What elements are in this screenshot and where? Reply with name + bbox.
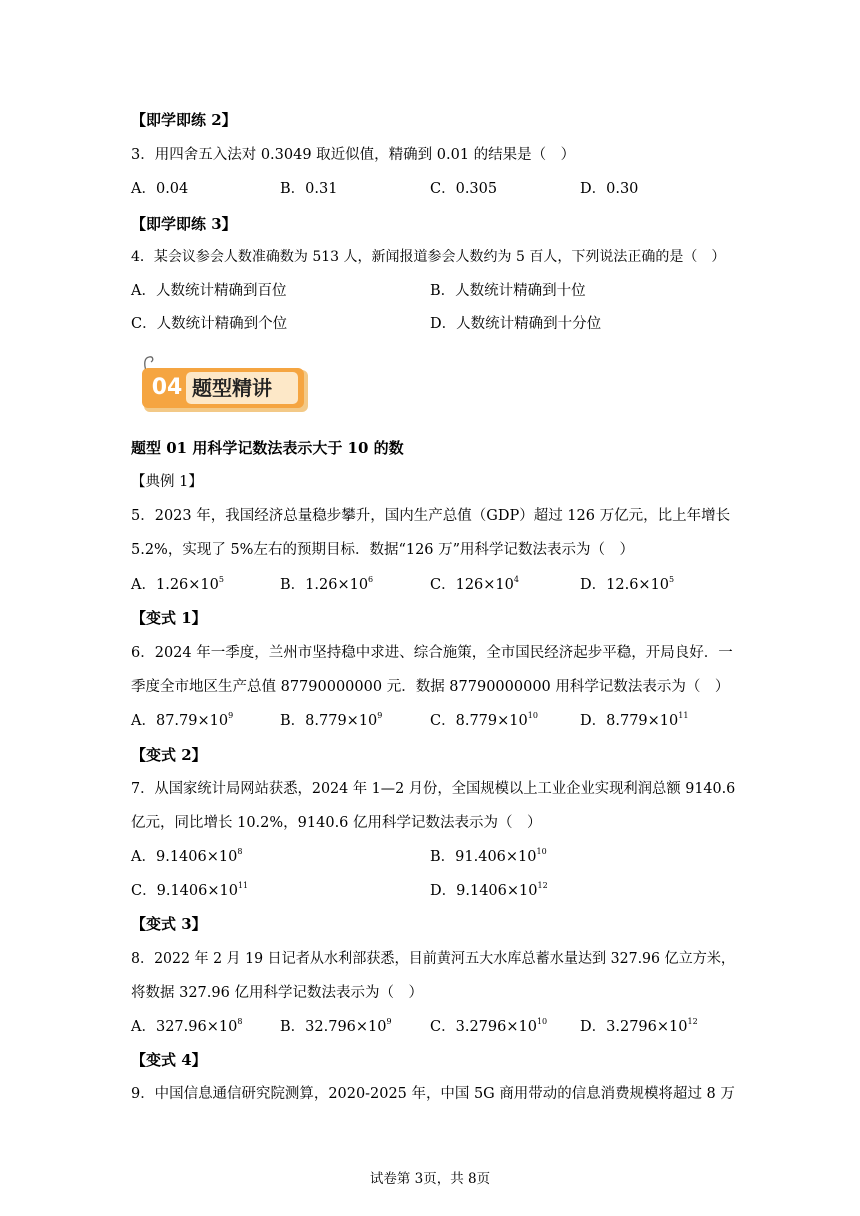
section-example-1: 【典例 1】	[131, 474, 203, 490]
question-5-line-1: 5．2023 年，我国经济总量稳步攀升，国内生产总值（GDP）超过 126 万亿元，比上年增长	[131, 508, 731, 524]
q5-option-c: C．$126\times 10^4$	[430, 575, 519, 593]
q6-option-b: B．$8.779\times 10^9$	[280, 711, 383, 729]
q3-option-a: A．0.04	[131, 181, 189, 197]
question-6-line-2: 季度全市地区生产总值 87790000000 元．数据 87790000000 用科学记数法表示为（ ）	[131, 679, 730, 695]
q3-option-c: C．0.305	[430, 181, 498, 197]
section-practice-2: 【即学即练 2】	[131, 111, 237, 129]
q7-option-d: D．$9.1406\times 10^{12}$	[430, 881, 548, 899]
q3-option-b: B．0.31	[280, 181, 338, 197]
question-7-line-2: 亿元，同比增长 10.2%，9140.6 亿用科学记数法表示为（ ）	[131, 815, 542, 831]
q7-option-a: A．$9.1406\times 10^8$	[131, 847, 243, 865]
question-6-line-1: 6．2024 年一季度，兰州市坚持稳中求进、综合施策，全市国民经济起步平稳，开局良好．一	[131, 645, 733, 661]
q7-option-c: C．$9.1406\times 10^{11}$	[131, 881, 249, 899]
section-variant-3: 【变式 3】	[131, 915, 207, 933]
section-variant-4: 【变式 4】	[131, 1051, 207, 1069]
q7-option-b: B．$91.406\times 10^{10}$	[430, 847, 547, 865]
section-variant-1: 【变式 1】	[131, 609, 207, 627]
q5-option-b: B．$1.26\times 10^6$	[280, 575, 374, 593]
section-banner	[140, 354, 308, 414]
q6-option-a: A．$87.79\times 10^9$	[131, 711, 234, 729]
section-practice-3: 【即学即练 3】	[131, 215, 237, 233]
banner-number: 04	[151, 375, 183, 400]
page-footer: 试卷第 3页，共 8页	[369, 1171, 491, 1187]
q4-option-b: B．人数统计精确到十位	[430, 283, 586, 299]
q8-option-a: A．$327.96\times 10^8$	[131, 1017, 243, 1035]
section-type-01-title: 题型 01 用科学记数法表示大于 10 的数	[131, 439, 404, 457]
q8-option-d: D．$3.2796\times 10^{12}$	[580, 1017, 698, 1035]
q8-option-b: B．$32.796\times 10^9$	[280, 1017, 392, 1035]
q3-option-d: D．0.30	[580, 181, 639, 197]
banner-title: 题型精讲	[192, 376, 272, 400]
question-5-line-2: 5.2%，实现了 5%左右的预期目标．数据“126 万”用科学记数法表示为（ ）	[131, 542, 635, 558]
q5-option-a: A．$1.26\times 10^5$	[131, 575, 224, 593]
question-3-stem: 3．用四舍五入法对 0.3049 取近似值，精确到 0.01 的结果是（ ）	[131, 147, 576, 163]
q5-option-d: D．$12.6\times 10^5$	[580, 575, 675, 593]
question-9-line-1: 9．中国信息通信研究院测算，2020-2025 年，中国 5G 商用带动的信息消费规模将超过 8 万	[131, 1086, 735, 1102]
question-8-line-1: 8．2022 年 2 月 19 日记者从水利部获悉，目前黄河五大水库总蓄水量达到 327.96 亿立方米，	[131, 951, 736, 967]
q4-option-c: C．人数统计精确到个位	[131, 316, 288, 332]
question-8-line-2: 将数据 327.96 亿用科学记数法表示为（ ）	[131, 985, 423, 1001]
section-variant-2: 【变式 2】	[131, 746, 207, 764]
q8-option-c: C．$3.2796\times 10^{10}$	[430, 1017, 548, 1035]
q6-option-d: D．$8.779\times 10^{11}$	[580, 711, 689, 729]
q6-option-c: C．$8.779\times 10^{10}$	[430, 711, 538, 729]
q4-option-a: A．人数统计精确到百位	[131, 283, 287, 299]
q4-option-d: D．人数统计精确到十分位	[430, 316, 602, 332]
question-4-stem: 4．某会议参会人数准确数为 513 人，新闻报道参会人数约为 5 百人，下列说法正确的是（ ）	[131, 249, 726, 265]
question-7-line-1: 7．从国家统计局网站获悉，2024 年 1—2 月份，全国规模以上工业企业实现利润总额 9140.6	[131, 781, 736, 797]
